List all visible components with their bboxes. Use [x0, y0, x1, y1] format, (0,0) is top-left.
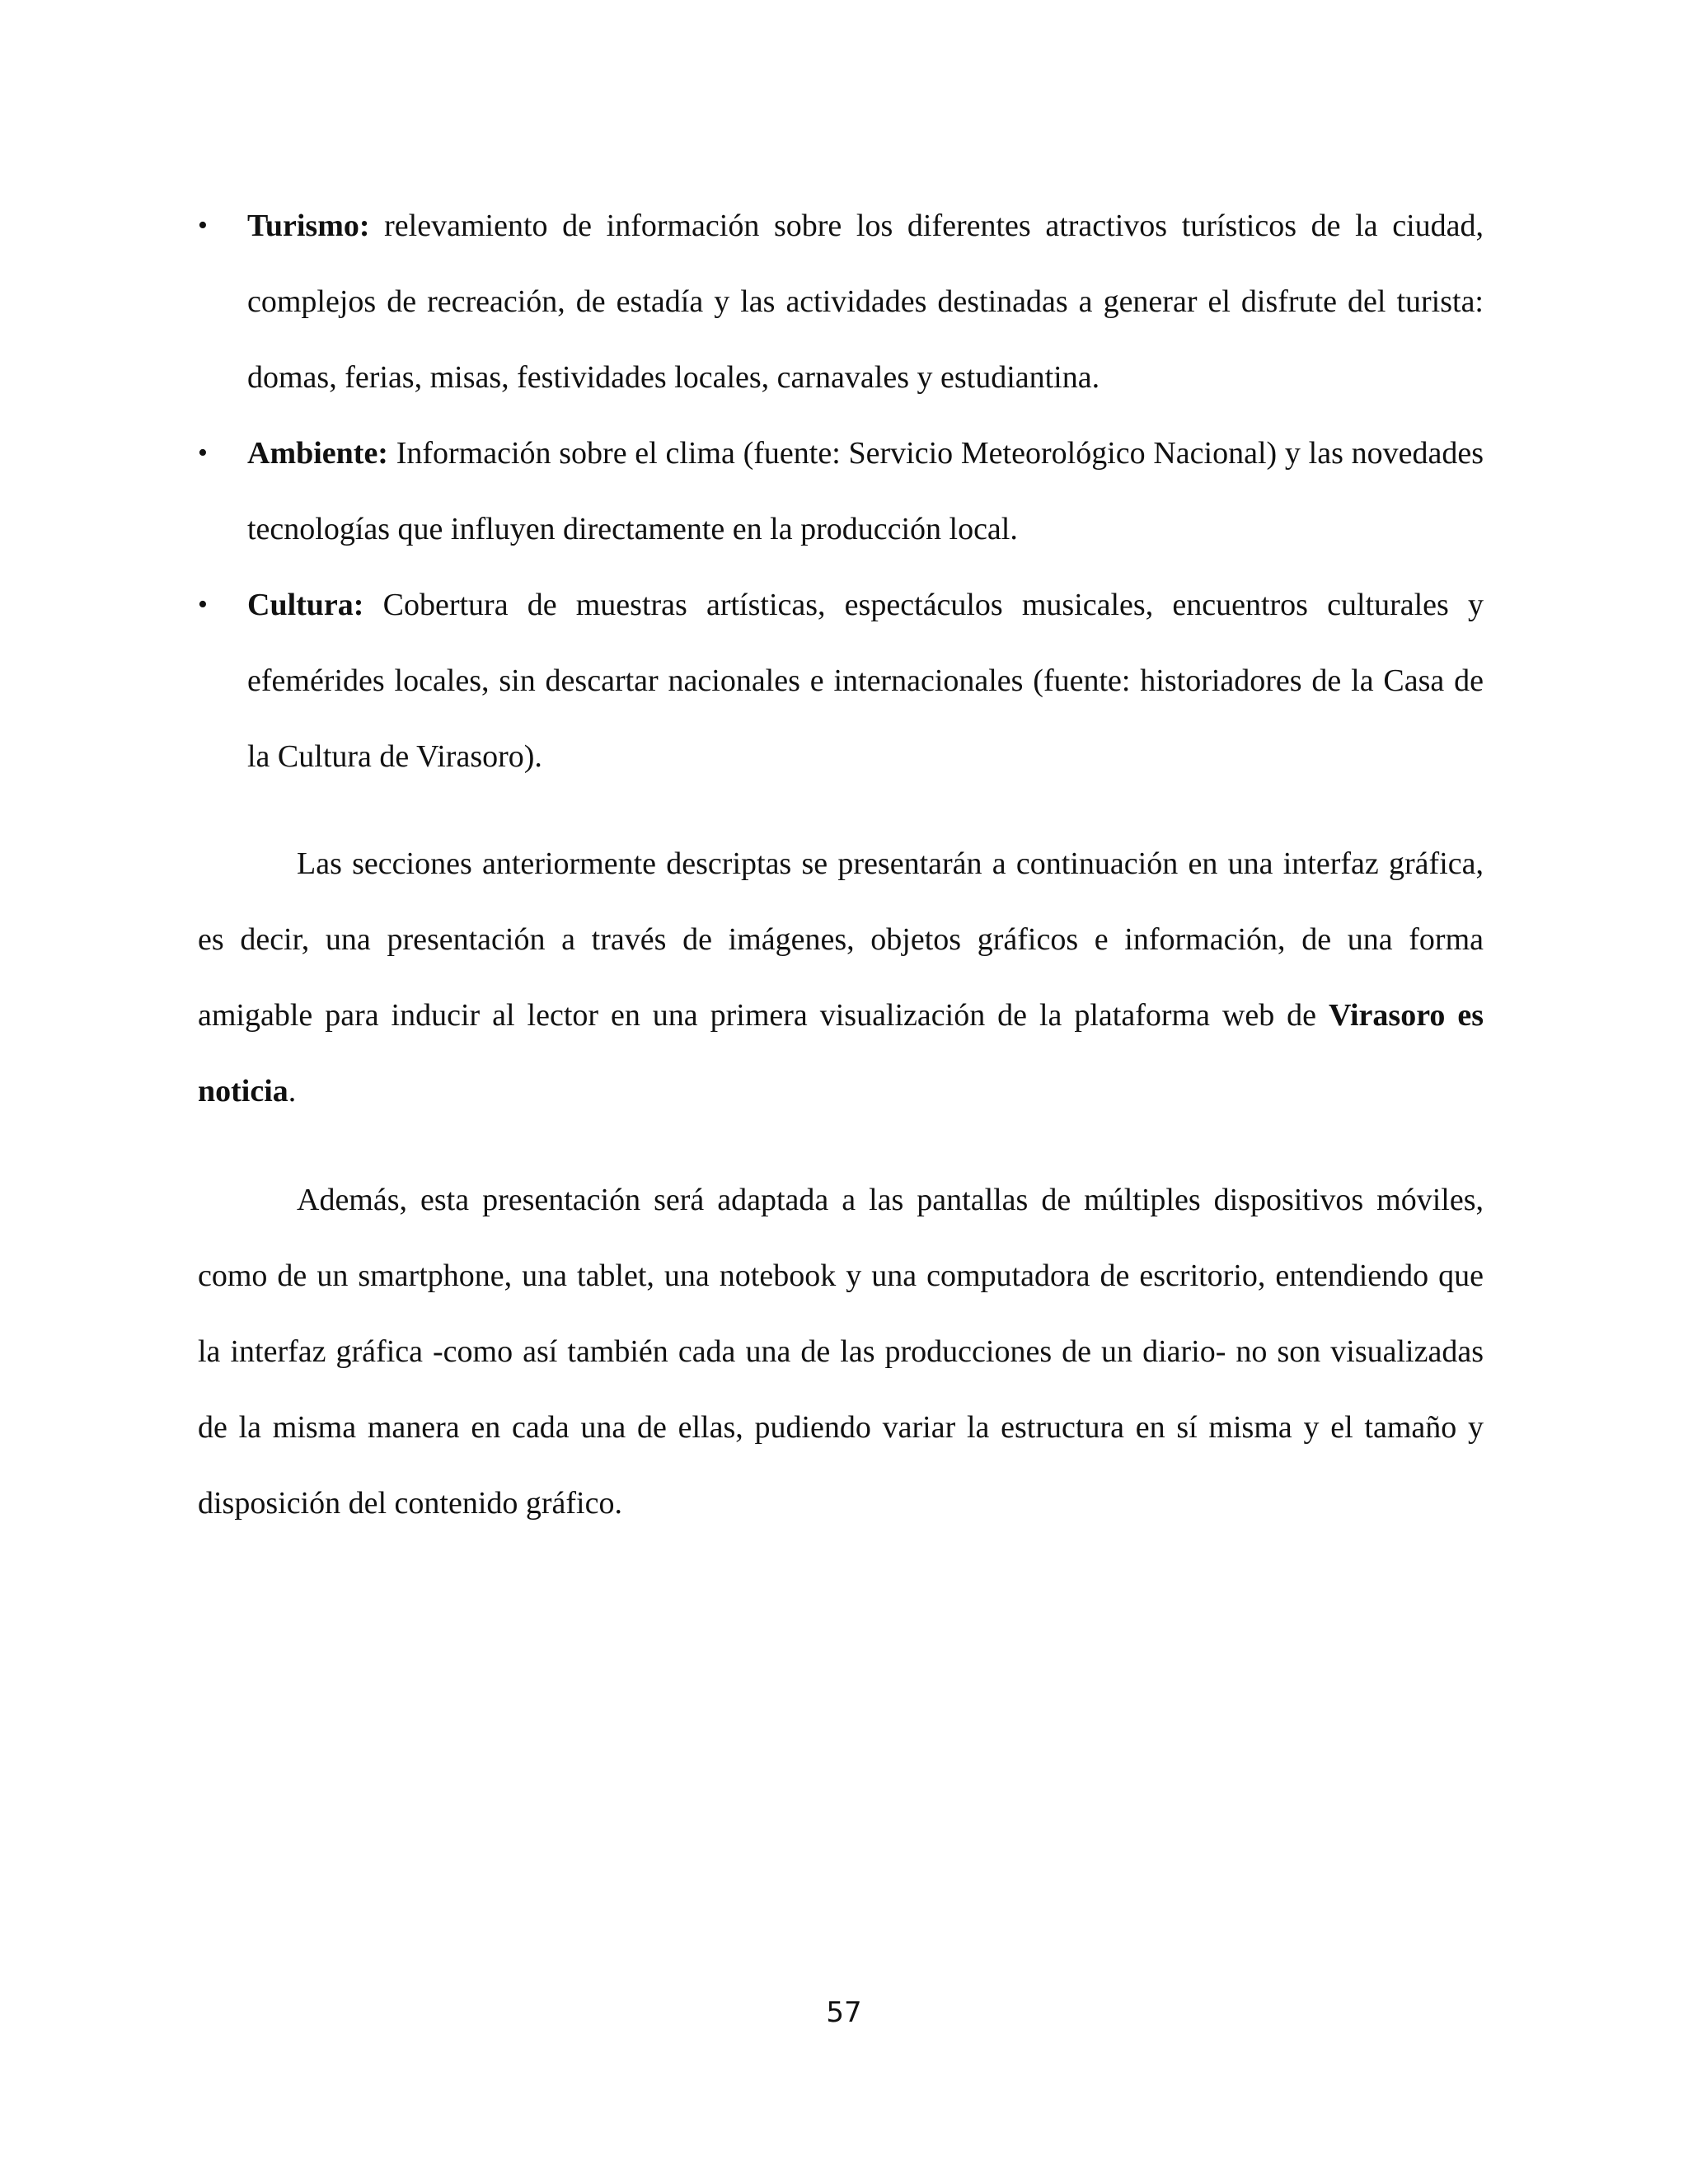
paragraph-text: Además, esta presentación será adaptada a las pantallas de múltiples dispositivos móviles, como de un smartphone, una tablet, una notebook y una computadora de escritorio, entendiendo que la interfaz gráfica -como así también cada una de las producciones de un diario- no son visualizadas de la misma manera en cada una de ellas, pudiendo variar la estructura en sí misma y el tamaño y disposición del contenido gráfico. [198, 1183, 1484, 1521]
sections-bullet-list [198, 188, 1484, 794]
bullet-term: Turismo: [247, 209, 370, 243]
bullet-term: Cultura: [247, 588, 364, 622]
bullet-icon: • [198, 438, 208, 468]
bullet-text: Información sobre el clima (fuente: Servicio Meteorológico Nacional) y las novedades tecnologías que influyen directamente en la producción local. [247, 436, 1484, 546]
paragraph-text: Las secciones anteriormente descriptas se presentarán a continuación en una interfaz gráfica, es decir, una presentación a través de imágenes, objetos gráficos e información, de una forma amigable para inducir al lector en una primera visualización de la plataforma web de [198, 846, 1484, 1033]
bullet-icon: • [198, 210, 208, 241]
paragraph-interface [198, 826, 1484, 1129]
bullet-item-ambiente [198, 415, 1484, 567]
page-number: 57 [826, 1996, 862, 2029]
paragraph-end: . [288, 1074, 297, 1108]
site-name: Virasoro es noticia [198, 998, 1484, 1108]
bullet-term: Ambiente: [247, 436, 388, 471]
paragraph-devices [198, 1162, 1484, 1541]
bullet-text: relevamiento de información sobre los diferentes atractivos turísticos de la ciudad, complejos de recreación, de estadía y las actividades destinadas a generar el disfrute del turista: domas, ferias, misas, festividades locales, carnavales y estudiantina. [247, 209, 1484, 395]
bullet-item-cultura [198, 567, 1484, 794]
bullet-text: Cobertura de muestras artísticas, espectáculos musicales, encuentros culturales y efemérides locales, sin descartar nacionales e internacionales (fuente: historiadores de la Casa de la Cultura de Virasoro). [247, 588, 1484, 774]
document-page [198, 188, 1484, 1541]
bullet-icon: • [198, 589, 208, 620]
bullet-item-turismo [198, 188, 1484, 415]
